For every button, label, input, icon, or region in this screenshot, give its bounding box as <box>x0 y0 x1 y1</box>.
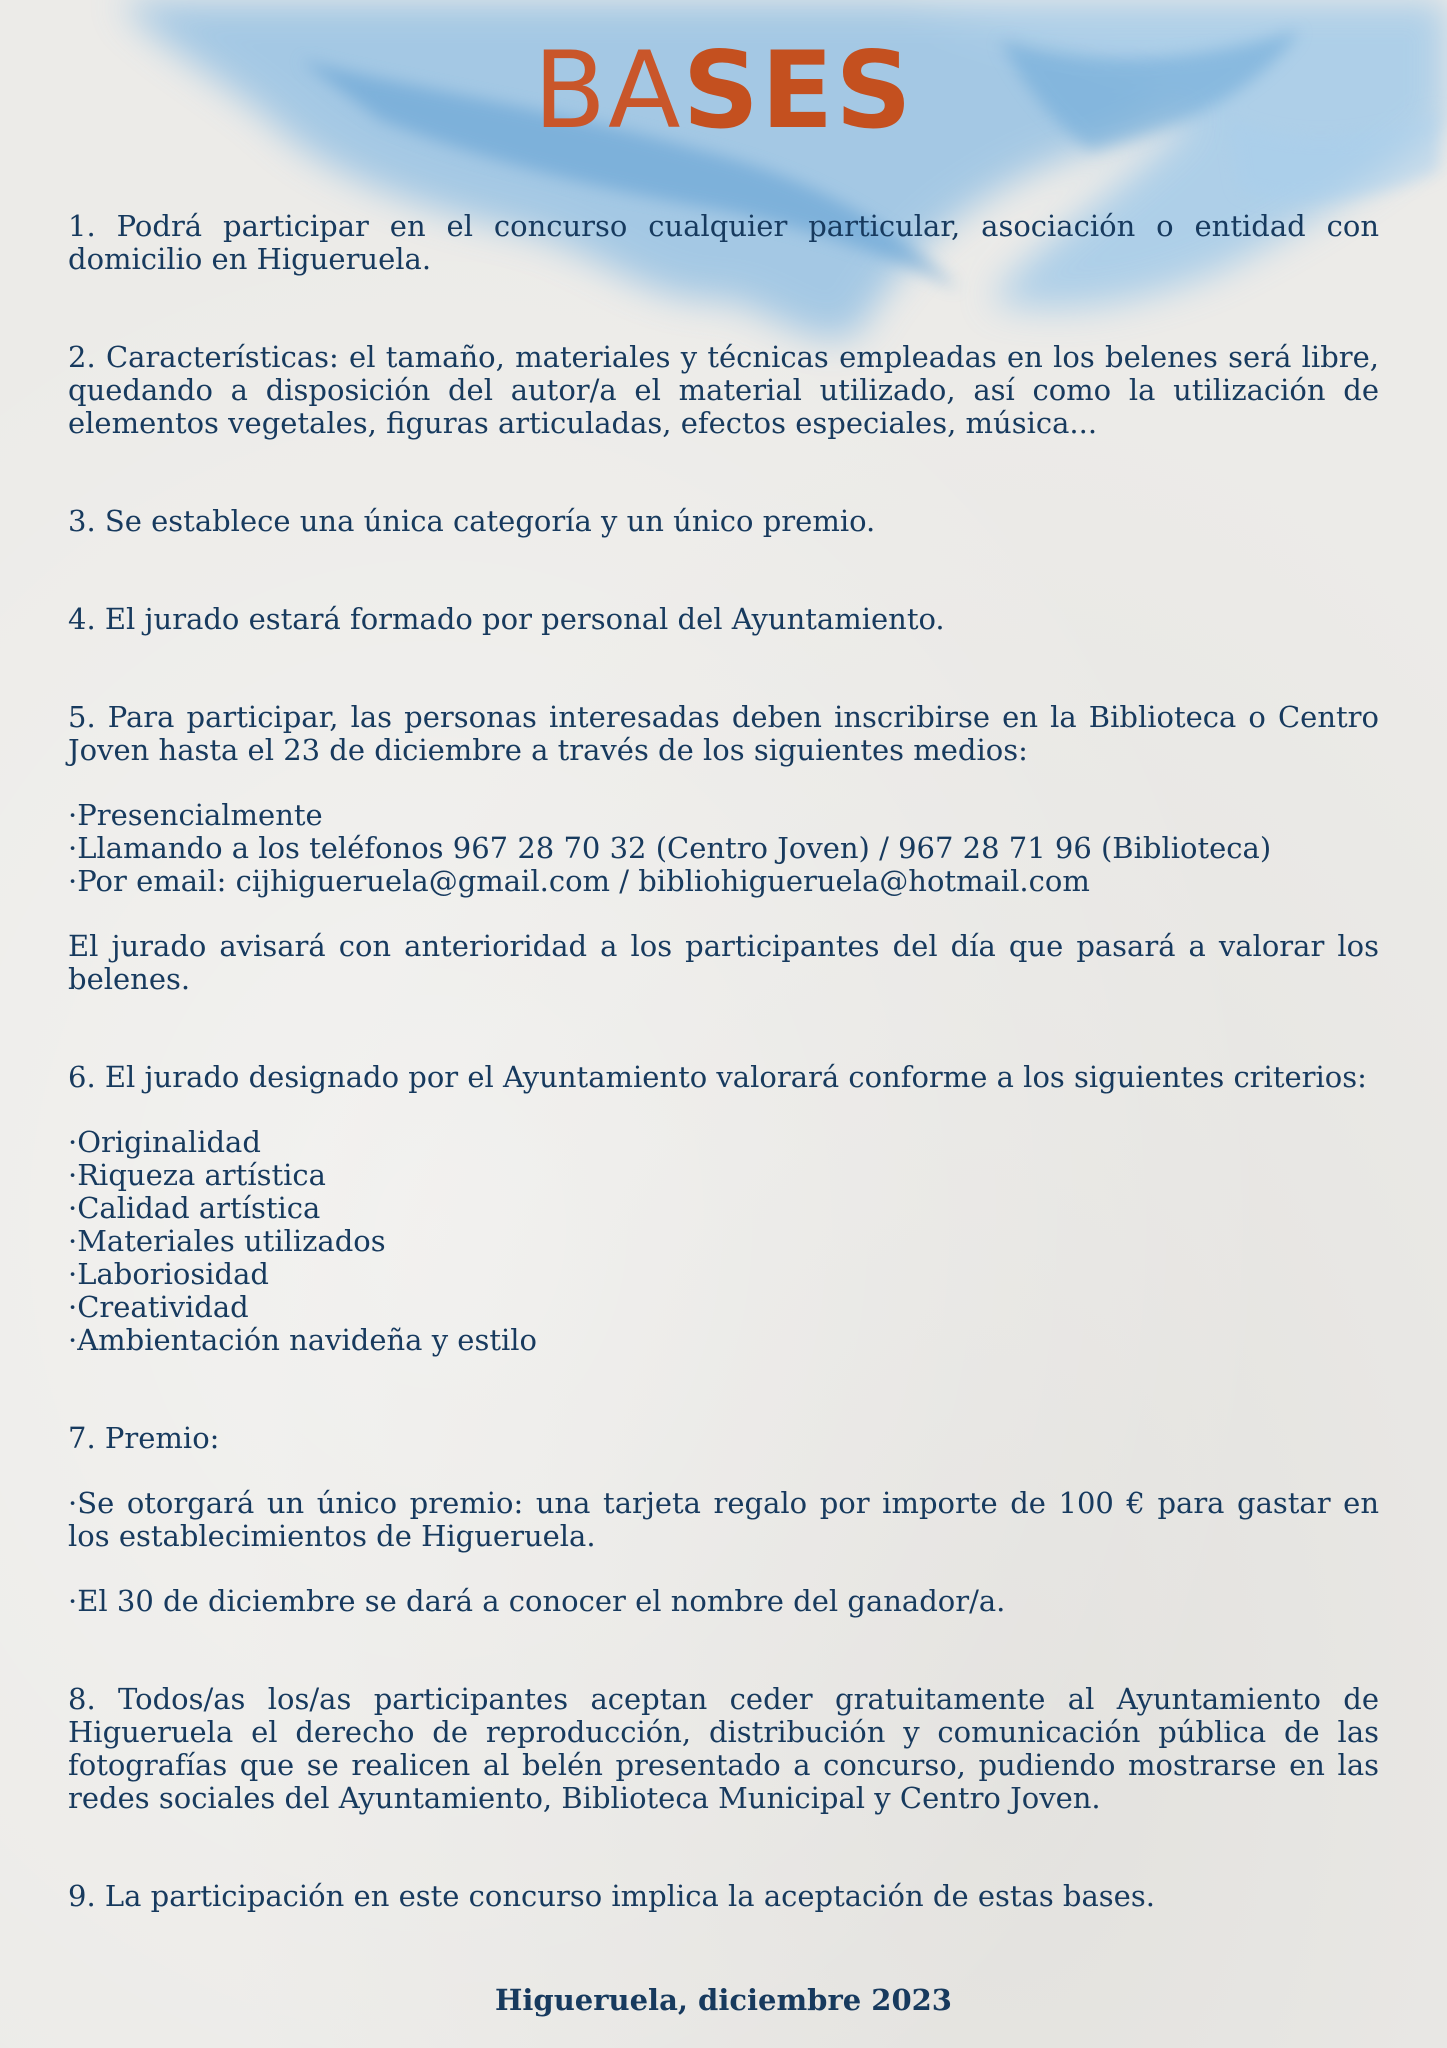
page-title <box>0 29 1447 152</box>
rule-5-note: El jurado avisará con anterioridad a los participantes del día que pasará a valorar los belenes. <box>68 929 1379 996</box>
rules-list <box>68 210 1379 1913</box>
criterion-item: ·Laboriosidad <box>68 1257 269 1291</box>
rule-9: 9. La participación en este concurso implica la aceptación de estas bases. <box>68 1879 1155 1913</box>
criterion-item: ·Materiales utilizados <box>68 1224 386 1258</box>
rule-8: 8. Todos/as los/as participantes aceptan ceder gratuitamente al Ayuntamiento de Higueruela el derecho de reproducción, distribución y comunicación pública de las fotografías que se realicen al belén presentado a concurso, pudiendo mostrarse en las redes sociales del Ayuntamiento, Biblioteca Municipal y Centro Joven. <box>68 1682 1379 1815</box>
rule-7-prize: ·Se otorgará un único premio: una tarjeta regalo por importe de 100 € para gastar en los establecimientos de Higueruela. <box>68 1486 1379 1553</box>
criterion-item: ·Riqueza artística <box>68 1158 326 1192</box>
registration-methods <box>68 799 1379 898</box>
criterion-item: ·Calidad artística <box>68 1191 321 1225</box>
rule-7: 7. Premio: <box>68 1421 220 1455</box>
rule-4: 4. El jurado estará formado por personal del Ayuntamiento. <box>68 602 945 636</box>
method-item: ·Por email: cijhigueruela@gmail.com / bibliohigueruela@hotmail.com <box>68 864 1090 898</box>
rule-6: 6. El jurado designado por el Ayuntamiento valorará conforme a los siguientes criterios: <box>68 1060 1367 1094</box>
rule-3: 3. Se establece una única categoría y un único premio. <box>68 504 876 538</box>
criterion-item: ·Creatividad <box>68 1290 249 1324</box>
footer-date: Higueruela, diciembre 2023 <box>495 1983 952 2017</box>
rule-5: 5. Para participar, las personas interesadas deben inscribirse en la Biblioteca o Centro Joven hasta el 23 de diciembre a través de los siguientes medios: <box>68 700 1379 767</box>
rule-7-date: ·El 30 de diciembre se dará a conocer el nombre del ganador/a. <box>68 1584 1006 1618</box>
rule-2: 2. Características: el tamaño, materiales y técnicas empleadas en los belenes será libre, quedando a disposición del autor/a el material utilizado, así como la utilización de elementos vegetales, figuras articuladas, efectos especiales, música... <box>68 340 1379 440</box>
title-part-2: SES <box>682 29 914 152</box>
criterion-item: ·Originalidad <box>68 1125 261 1159</box>
method-item: ·Presencialmente <box>68 798 323 832</box>
method-item: ·Llamando a los teléfonos 967 28 70 32 (Centro Joven) / 967 28 71 96 (Biblioteca) <box>68 831 1272 865</box>
title-part-1: BA <box>533 29 683 152</box>
rule-1: 1. Podrá participar en el concurso cualquier particular, asociación o entidad con domicilio en Higueruela. <box>68 209 1379 276</box>
criteria-list <box>68 1126 1379 1357</box>
criterion-item: ·Ambientación navideña y estilo <box>68 1323 537 1357</box>
